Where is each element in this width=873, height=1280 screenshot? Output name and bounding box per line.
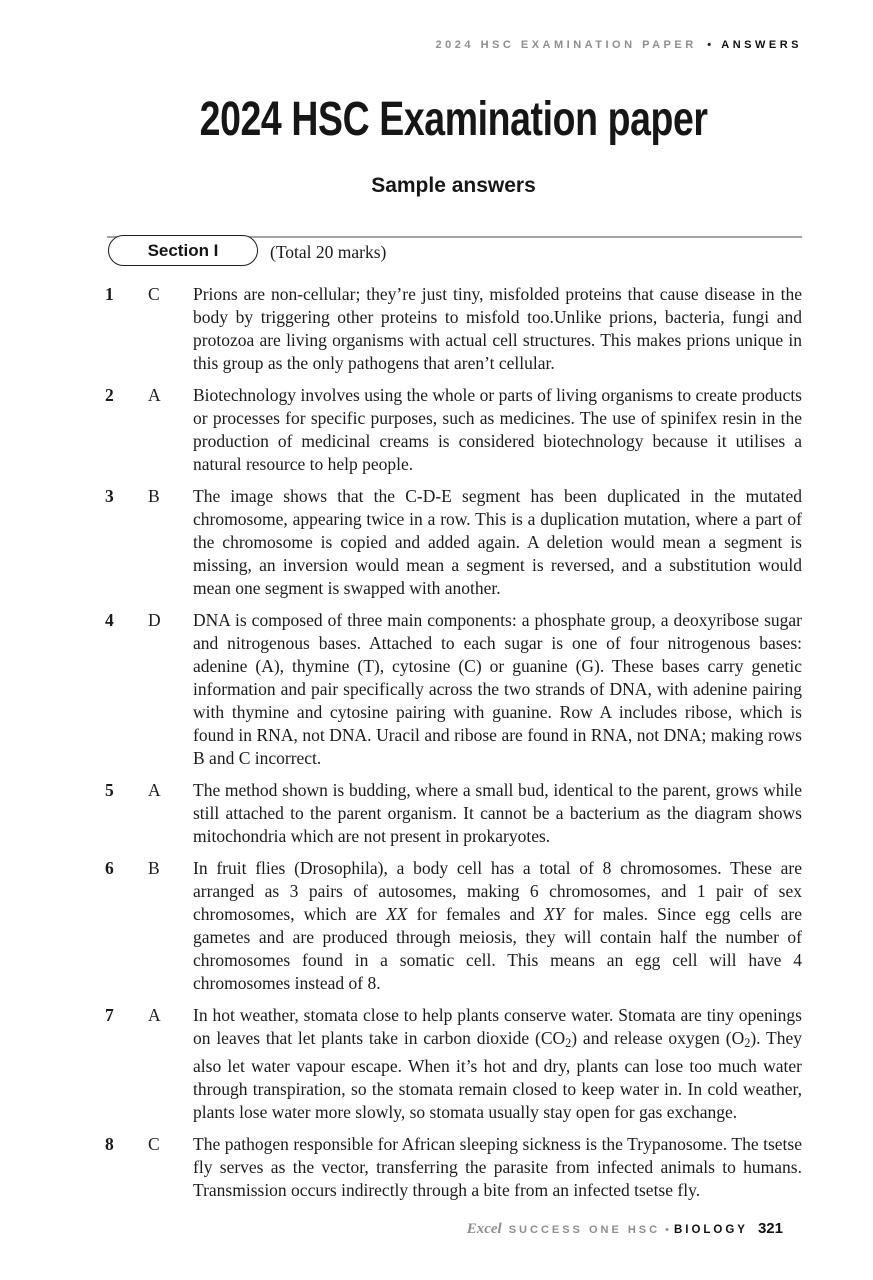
answer-letter: B [148, 486, 160, 506]
answer-text-segment: In fruit flies (Drosophila), a body cell has a total of 8 chromosomes. These are arranged as 3 pairs of autosomes, making 6 chromosomes, and 1 pair of sex chromosomes, which are [193, 858, 802, 924]
answer-letter: C [148, 284, 160, 304]
answer-row [105, 779, 802, 848]
answer-text-segment: The method shown is budding, where a small bud, identical to the parent, grows while still attached to the parent organism. It cannot be a bacterium as the diagram shows mitochondria which are not present in prokaryotes. [193, 780, 802, 846]
answer-row [105, 1133, 802, 1202]
section-pill [108, 235, 258, 266]
answer-text-segment: Biotechnology involves using the whole or parts of living organisms to create products or processes for specific purposes, such as medicines. The use of spinifex resin in the production of medicinal creams is considered biotechnology because it utilises a natural resource to help people. [193, 385, 802, 474]
answer-text-segment: DNA is composed of three main components: a phosphate group, a deoxyribose sugar and nitrogenous bases. Attached to each sugar is one of four nitrogenous bases: adenine (A), thymine (T), cytosine (C) or guanine (G). These bases carry genetic information and pair specifically across the two strands of DNA, with adenine pairing with thymine and cytosine pairing with guanine. Row A includes ribose, which is found in RNA, not DNA. Uracil and ribose are found in RNA, not DNA; making rows B and C incorrect. [193, 610, 802, 768]
page-subtitle: Sample answers [371, 174, 536, 197]
answer-text-subscript: 2 [744, 1036, 751, 1051]
page-title-text: 2024 HSC Examination paper [199, 93, 708, 146]
section-heading [105, 236, 802, 268]
answer-text [193, 283, 802, 375]
answer-text-segment: Prions are non-cellular; they’re just tiny, misfolded proteins that cause disease in the body by triggering other proteins to misfold too.Unlike prions, bacteria, fungi and protozoa are living organisms with actual cell structures. This makes prions unique in this group as the only pathogens that aren’t cellular. [193, 284, 802, 373]
answer-text-segment: In hot weather, stomata close to help plants conserve water. Stomata are tiny openings on leaves that let plants take in carbon dioxide (CO [193, 1005, 802, 1048]
answer-text-segment: for females and [407, 904, 544, 924]
answer-letter: D [148, 610, 161, 630]
answer-letter: A [148, 1005, 161, 1025]
section-total-marks: (Total 20 marks) [270, 242, 387, 262]
answer-text-segment: The pathogen responsible for African sleeping sickness is the Trypanosome. The tsetse fly serves as the vector, transferring the parasite from infected animals to humans. Transmission occurs indirectly through a bite from an infected tsetse fly. [193, 1134, 802, 1201]
answer-letter: A [148, 385, 161, 405]
answer-number: 7 [105, 1005, 114, 1025]
page-content [105, 0, 802, 1280]
running-header-section: ANSWERS [721, 39, 802, 51]
footer-series: SUCCESS ONE HSC [508, 1224, 661, 1236]
answer-text-italic: XY [543, 904, 565, 924]
bullet-separator-icon: • [665, 1224, 669, 1236]
footer-brand: Excel [466, 1221, 502, 1237]
answer-row [105, 857, 802, 995]
footer-subject: BIOLOGY [673, 1224, 748, 1236]
answer-row [105, 609, 802, 770]
answer-text [193, 779, 802, 848]
answer-row [105, 384, 802, 476]
answer-text [193, 1133, 802, 1202]
answer-text [193, 609, 802, 770]
footer-page-number: 321 [757, 1220, 783, 1237]
answer-text [193, 1004, 802, 1124]
page-title [105, 93, 802, 146]
answer-letter: A [148, 780, 161, 800]
answers-list [105, 283, 802, 1211]
answer-text-segment: ). They also let water vapour escape. When it’s hot and dry, plants can lose too much water through transpiration, so the stomata remain closed to keep water in. In cold weather, plants lose water more slowly, so stomata usually stay open for gas exchange. [193, 1028, 803, 1123]
running-header-title: 2024 HSC EXAMINATION PAPER [435, 39, 697, 51]
page-footer [467, 1220, 783, 1238]
answer-text-subscript: 2 [565, 1036, 572, 1051]
answer-row [105, 485, 802, 600]
bullet-separator-icon: • [707, 39, 712, 51]
answer-number: 6 [105, 858, 114, 878]
answer-number: 5 [105, 780, 114, 800]
answer-letter: B [148, 858, 160, 878]
answer-number: 2 [105, 385, 114, 405]
answer-text-segment: for males. Since egg cells are gametes and are produced through meiosis, they will contain half the number of chromosomes found in a somatic cell. This means an egg cell will have 4 chromosomes instead of 8. [193, 904, 802, 993]
answer-text [193, 384, 802, 476]
answer-text-segment: ) and release oxygen (O [571, 1028, 745, 1048]
section-label: Section I [147, 240, 219, 260]
answer-text [193, 485, 802, 600]
answer-row [105, 283, 802, 375]
answer-text [193, 857, 802, 995]
answer-letter: C [148, 1134, 160, 1155]
answer-number: 3 [105, 486, 114, 506]
answer-text-segment: The image shows that the C-D-E segment has been duplicated in the mutated chromosome, appearing twice in a row. This is a duplication mutation, where a part of the chromosome is copied and added again. A deletion would mean a segment is missing, an inversion would mean a segment is reversed, and a substitution would mean one segment is swapped with another. [193, 486, 802, 598]
answer-text-italic: XX [385, 904, 408, 924]
running-header [436, 39, 802, 51]
answer-row [105, 1004, 802, 1124]
answer-number: 8 [105, 1134, 114, 1155]
answer-number: 4 [105, 610, 114, 630]
answer-number: 1 [105, 284, 114, 304]
